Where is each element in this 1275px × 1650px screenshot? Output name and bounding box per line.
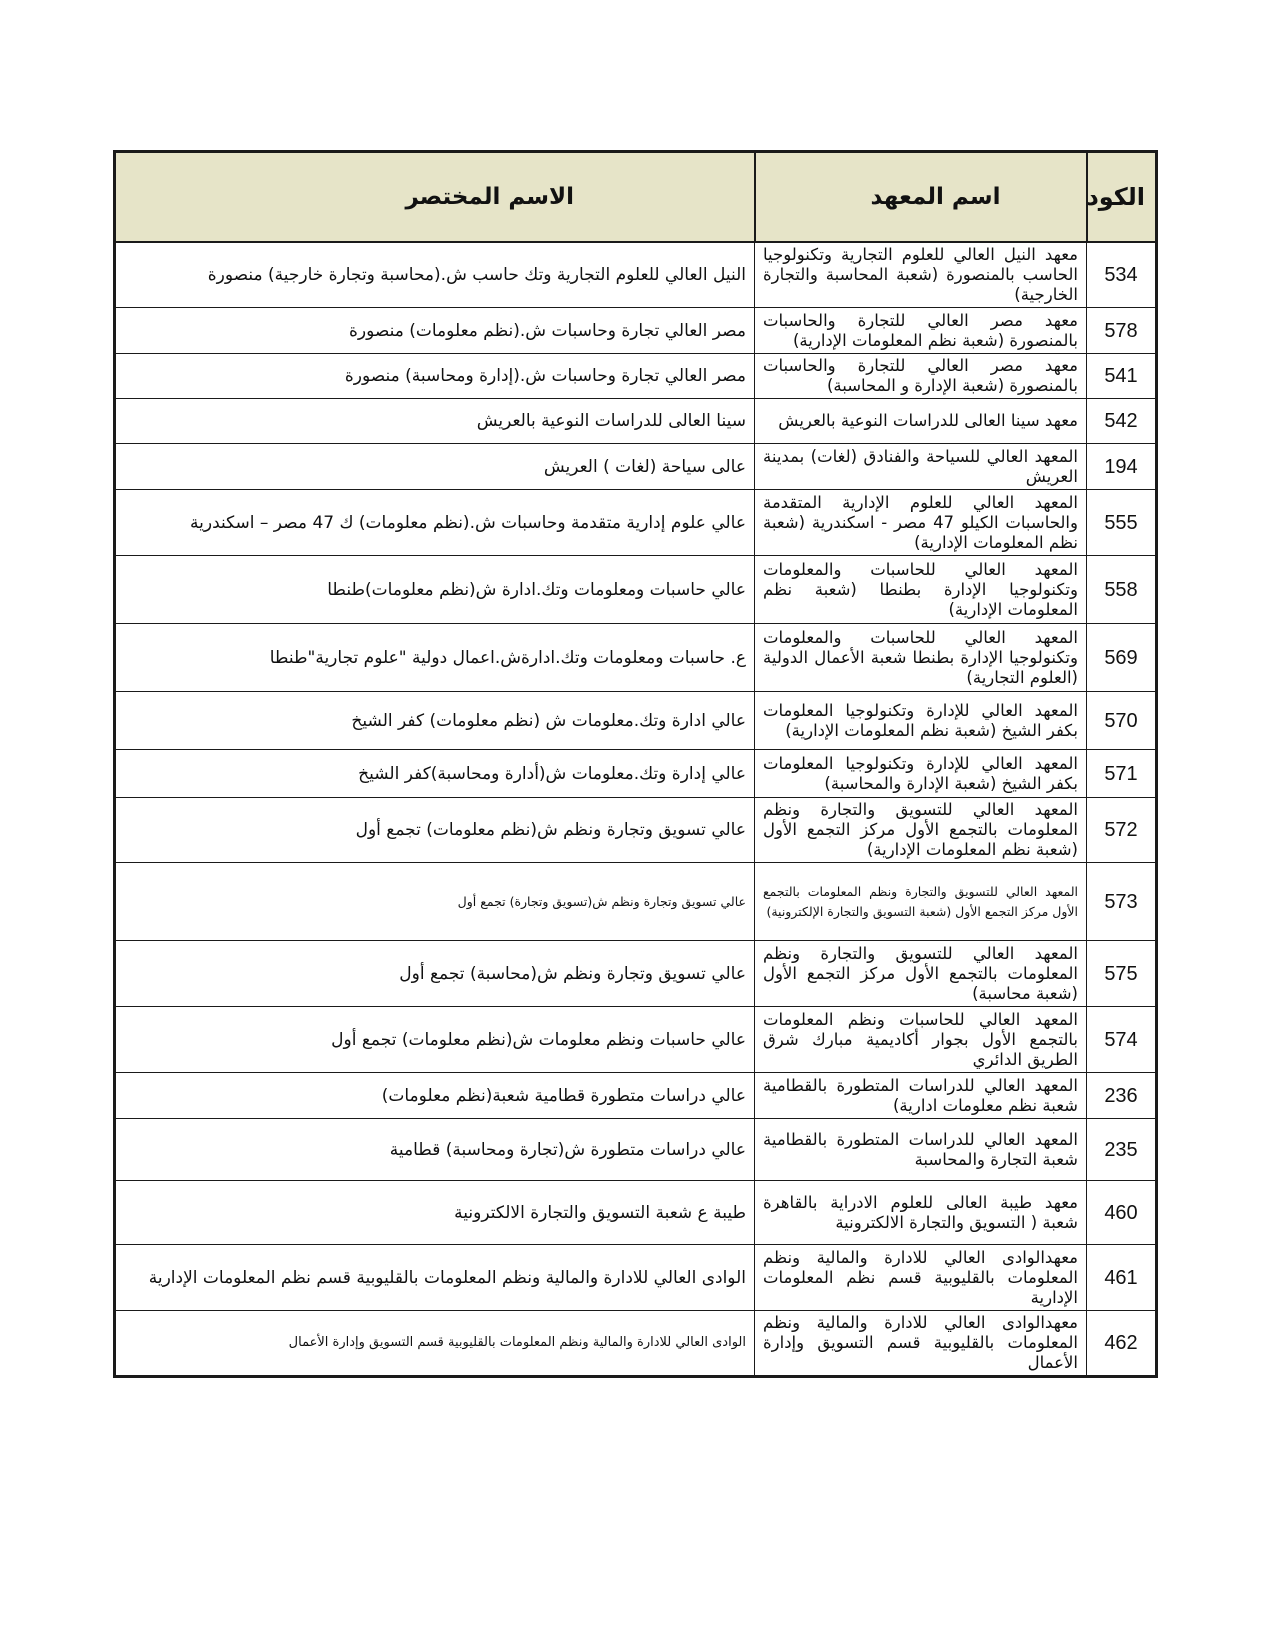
institute-code: 461 bbox=[1087, 1245, 1157, 1311]
table-row bbox=[115, 354, 1157, 399]
institute-short-name: عالي تسويق وتجارة ونظم ش(نظم معلومات) تجمع أول bbox=[115, 798, 755, 863]
table-row bbox=[115, 1119, 1157, 1181]
institute-code: 542 bbox=[1087, 399, 1157, 444]
institute-code: 572 bbox=[1087, 798, 1157, 863]
institute-short-name: مصر العالي تجارة وحاسبات ش.(إدارة ومحاسبة) منصورة bbox=[115, 354, 755, 399]
institute-code: 460 bbox=[1087, 1181, 1157, 1245]
institute-short-name: عالي دراسات متطورة قطامية شعبة(نظم معلومات) bbox=[115, 1073, 755, 1119]
table-row bbox=[115, 1181, 1157, 1245]
institute-code: 575 bbox=[1087, 941, 1157, 1007]
institute-name: معهد مصر العالي للتجارة والحاسبات بالمنصورة (شعبة الإدارة و المحاسبة) bbox=[755, 354, 1087, 399]
table-row bbox=[115, 556, 1157, 624]
institute-name: معهد مصر العالي للتجارة والحاسبات بالمنصورة (شعبة نظم المعلومات الإدارية) bbox=[755, 308, 1087, 354]
header-short-name: الاسم المختصر bbox=[115, 152, 755, 243]
institute-code: 194 bbox=[1087, 444, 1157, 490]
institute-short-name: عالي دراسات متطورة ش(تجارة ومحاسبة) قطامية bbox=[115, 1119, 755, 1181]
table-row bbox=[115, 242, 1157, 308]
institute-short-name: عالي حاسبات ومعلومات وتك.ادارة ش(نظم معلومات)طنطا bbox=[115, 556, 755, 624]
institute-name: المعهد العالي للحاسبات والمعلومات وتكنولوجيا الإدارة بطنطا (شعبة نظم المعلومات الإدارية) bbox=[755, 556, 1087, 624]
institute-name: المعهد العالي للحاسبات ونظم المعلومات بالتجمع الأول بجوار أكاديمية مبارك شرق الطريق الدائري bbox=[755, 1007, 1087, 1073]
table-row bbox=[115, 798, 1157, 863]
institute-name: معهد سينا العالى للدراسات النوعية بالعريش bbox=[755, 399, 1087, 444]
institute-short-name: عالى سياحة (لغات ) العريش bbox=[115, 444, 755, 490]
institute-name: المعهد العالي للتسويق والتجارة ونظم المعلومات بالتجمع الأول مركز التجمع الأول (شعبة نظم المعلومات الإدارية) bbox=[755, 798, 1087, 863]
institute-code: 462 bbox=[1087, 1311, 1157, 1377]
institute-name: المعهد العالي للتسويق والتجارة ونظم المعلومات بالتجمع الأول مركز التجمع الأول (شعبة محاسبة) bbox=[755, 941, 1087, 1007]
institute-code: 558 bbox=[1087, 556, 1157, 624]
institute-code: 570 bbox=[1087, 692, 1157, 750]
table-row bbox=[115, 1311, 1157, 1377]
institute-short-name: الوادى العالي للادارة والمالية ونظم المعلومات بالقليوبية قسم التسويق وإدارة الأعمال bbox=[115, 1311, 755, 1377]
institute-name: المعهد العالي للدراسات المتطورة بالقطامية شعبة التجارة والمحاسبة bbox=[755, 1119, 1087, 1181]
institute-name: المعهد العالي للعلوم الإدارية المتقدمة والحاسبات الكيلو 47 مصر - اسكندرية (شعبة نظم المعلومات الإدارية) bbox=[755, 490, 1087, 556]
institute-name: معهد طيبة العالى للعلوم الادراية بالقاهرة شعبة ( التسويق والتجارة الالكترونية bbox=[755, 1181, 1087, 1245]
table-row bbox=[115, 692, 1157, 750]
table-row bbox=[115, 399, 1157, 444]
institute-short-name: سينا العالى للدراسات النوعية بالعريش bbox=[115, 399, 755, 444]
header-institute-name: اسم المعهد bbox=[755, 152, 1087, 243]
document-page bbox=[113, 150, 1155, 1378]
institute-name: معهدالوادى العالي للادارة والمالية ونظم المعلومات بالقليوبية قسم التسويق وإدارة الأعمال bbox=[755, 1311, 1087, 1377]
table-row bbox=[115, 444, 1157, 490]
table-row bbox=[115, 863, 1157, 941]
table-row bbox=[115, 490, 1157, 556]
institute-code: 235 bbox=[1087, 1119, 1157, 1181]
institute-code: 534 bbox=[1087, 242, 1157, 308]
institute-code: 555 bbox=[1087, 490, 1157, 556]
institute-short-name: عالي إدارة وتك.معلومات ش(أدارة ومحاسبة)كفر الشيخ bbox=[115, 750, 755, 798]
institute-name: معهدالوادى العالي للادارة والمالية ونظم المعلومات بالقليوبية قسم نظم المعلومات الإدارية bbox=[755, 1245, 1087, 1311]
table-header-row bbox=[115, 152, 1157, 243]
institute-short-name: عالي حاسبات ونظم معلومات ش(نظم معلومات) تجمع أول bbox=[115, 1007, 755, 1073]
institute-code: 578 bbox=[1087, 308, 1157, 354]
institute-name: المعهد العالي للتسويق والتجارة ونظم المعلومات بالتجمع الأول مركز التجمع الأول (شعبة التسويق والتجارة الإلكترونية) bbox=[755, 863, 1087, 941]
institute-short-name: مصر العالي تجارة وحاسبات ش.(نظم معلومات) منصورة bbox=[115, 308, 755, 354]
institute-name: المعهد العالي للدراسات المتطورة بالقطامية شعبة نظم معلومات ادارية) bbox=[755, 1073, 1087, 1119]
institute-short-name: عالي تسويق وتجارة ونظم ش(محاسبة) تجمع أول bbox=[115, 941, 755, 1007]
institute-code: 541 bbox=[1087, 354, 1157, 399]
institute-short-name: ع. حاسبات ومعلومات وتك.ادارةش.اعمال دولية "علوم تجارية"طنطا bbox=[115, 624, 755, 692]
institute-name: المعهد العالي للإدارة وتكنولوجيا المعلومات بكفر الشيخ (شعبة نظم المعلومات الإدارية) bbox=[755, 692, 1087, 750]
institute-short-name: عالي علوم إدارية متقدمة وحاسبات ش.(نظم معلومات) ك 47 مصر – اسكندرية bbox=[115, 490, 755, 556]
table-row bbox=[115, 624, 1157, 692]
institutes-table bbox=[113, 150, 1158, 1378]
institute-code: 574 bbox=[1087, 1007, 1157, 1073]
table-row bbox=[115, 1073, 1157, 1119]
table-row bbox=[115, 1007, 1157, 1073]
institute-name: معهد النيل العالي للعلوم التجارية وتكنولوجيا الحاسب بالمنصورة (شعبة المحاسبة والتجارة الخارجية) bbox=[755, 242, 1087, 308]
institute-code: 573 bbox=[1087, 863, 1157, 941]
institute-name: المعهد العالي للحاسبات والمعلومات وتكنولوجيا الإدارة بطنطا شعبة الأعمال الدولية (العلوم التجارية) bbox=[755, 624, 1087, 692]
institute-short-name: طيبة ع شعبة التسويق والتجارة الالكترونية bbox=[115, 1181, 755, 1245]
institute-code: 569 bbox=[1087, 624, 1157, 692]
institute-name: المعهد العالي للإدارة وتكنولوجيا المعلومات بكفر الشيخ (شعبة الإدارة والمحاسبة) bbox=[755, 750, 1087, 798]
table-row bbox=[115, 308, 1157, 354]
table-row bbox=[115, 941, 1157, 1007]
institute-code: 571 bbox=[1087, 750, 1157, 798]
institute-short-name: عالي تسويق وتجارة ونظم ش(تسويق وتجارة) تجمع أول bbox=[115, 863, 755, 941]
institute-short-name: الوادى العالي للادارة والمالية ونظم المعلومات بالقليوبية قسم نظم المعلومات الإدارية bbox=[115, 1245, 755, 1311]
institute-short-name: النيل العالي للعلوم التجارية وتك حاسب ش.(محاسبة وتجارة خارجية) منصورة bbox=[115, 242, 755, 308]
institute-name: المعهد العالي للسياحة والفنادق (لغات) بمدينة العريش bbox=[755, 444, 1087, 490]
table-row bbox=[115, 750, 1157, 798]
header-code: الكود bbox=[1087, 152, 1157, 243]
table-row bbox=[115, 1245, 1157, 1311]
institute-code: 236 bbox=[1087, 1073, 1157, 1119]
institute-short-name: عالي ادارة وتك.معلومات ش (نظم معلومات) كفر الشيخ bbox=[115, 692, 755, 750]
